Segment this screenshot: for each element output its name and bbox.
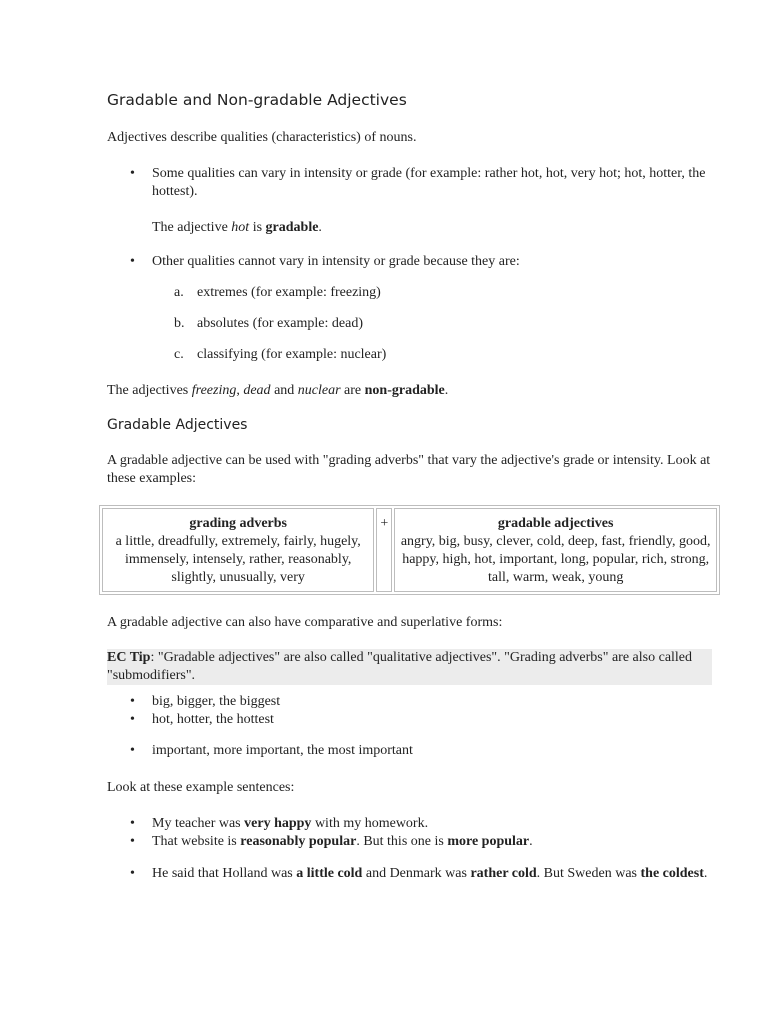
intro-paragraph: Adjectives describe qualities (characteristics) of nouns. (107, 130, 417, 145)
summary-end: . (444, 383, 449, 398)
bullet-marker: • (130, 834, 135, 849)
gradable-paragraph: A gradable adjective can be used with "grading adverbs" that vary the adjective's grade or intensity. Look at these examples: (107, 453, 711, 486)
e3-post: . (703, 866, 708, 881)
bullet-marker: • (130, 743, 135, 758)
form-hot: hot, hotter, the hottest (152, 712, 274, 727)
e3-b1: a little cold (296, 866, 363, 881)
comparative-paragraph: A gradable adjective can also have comparative and superlative forms: (107, 615, 503, 630)
e2-pre: That website is (152, 834, 241, 849)
bullet-marker: • (130, 712, 135, 727)
bullet-marker: • (130, 694, 135, 709)
example-intro: Look at these example sentences: (107, 780, 295, 795)
bullet-qualities-fixed: Other qualities cannot vary in intensity or grade because they are: (152, 254, 520, 269)
e2-post: . (529, 834, 533, 849)
sub-item-extremes: extremes (for example: freezing) (197, 285, 381, 300)
bullet-marker: • (130, 254, 135, 269)
e3-b3: the coldest (640, 866, 704, 881)
summary-non-gradable: non-gradable (364, 383, 445, 398)
summary-are: are (340, 383, 365, 398)
note-hot: hot (231, 220, 250, 235)
e2-bold2: more popular (447, 834, 530, 849)
note-pre: The adjective (152, 220, 232, 235)
bullet-marker: • (130, 816, 135, 831)
e3-pre: He said that Holland was (152, 866, 297, 881)
tip-label: EC Tip (107, 650, 151, 665)
example-sentence-2 (152, 833, 712, 851)
summary-pre: The adjectives (107, 383, 192, 398)
tip-text: : "Gradable adjectives" are also called "qualitative adjectives". "Grading adverbs" are also called "submodifiers". (107, 650, 693, 683)
bullet-qualities-vary: Some qualities can vary in intensity or grade (for example: rather hot, hot, very hot; hot, hotter, the hottest). (152, 166, 706, 199)
e3-b2: rather cold (470, 866, 537, 881)
e3-mid2: . But Sweden was (536, 866, 641, 881)
e1-pre: My teacher was (152, 816, 245, 831)
sub-item-absolutes: absolutes (for example: dead) (197, 316, 363, 331)
summary-paragraph (107, 382, 707, 400)
section-heading: Gradable Adjectives (107, 417, 248, 433)
plus-cell (376, 508, 392, 592)
ec-tip-box (107, 649, 712, 685)
e2-bold: reasonably popular (240, 834, 357, 849)
adverbs-cell (102, 508, 374, 592)
sub-item-classifying: classifying (for example: nuclear) (197, 347, 387, 362)
sub-marker-a: a. (174, 285, 184, 300)
page-title: Gradable and Non-gradable Adjectives (107, 91, 407, 109)
adjectives-list: angry, big, busy, clever, cold, deep, fast, friendly, good, happy, high, hot, important, long, popular, rich, strong, tall, warm, weak, young (400, 534, 711, 585)
form-big: big, bigger, the biggest (152, 694, 281, 709)
summary-nuclear: nuclear (297, 383, 341, 398)
sub-marker-c: c. (174, 347, 184, 362)
e2-mid: . But this one is (356, 834, 448, 849)
note-gradable: gradable (265, 220, 319, 235)
sub-marker-b: b. (174, 316, 185, 331)
bullet-marker: • (130, 166, 135, 181)
summary-dead: dead (243, 383, 271, 398)
e3-mid1: and Denmark was (362, 866, 471, 881)
example-sentence-3 (152, 865, 712, 883)
adjectives-heading: gradable adjectives (497, 516, 614, 531)
summary-and: and (270, 383, 298, 398)
adjectives-cell (394, 508, 717, 592)
note-end: . (318, 220, 322, 235)
plus-sign: + (380, 516, 389, 531)
e1-post: with my homework. (311, 816, 429, 831)
bullet-marker: • (130, 866, 135, 881)
note-mid: is (249, 220, 266, 235)
summary-comma: , (236, 383, 244, 398)
summary-freezing: freezing (191, 383, 237, 398)
adverbs-list: a little, dreadfully, extremely, fairly, hugely, immensely, intensely, rather, reasonably, slightly, unusually, very (115, 534, 361, 585)
form-important: important, more important, the most important (152, 743, 413, 758)
adverbs-heading: grading adverbs (189, 516, 287, 531)
example-sentence-1 (152, 815, 712, 833)
gradable-note (152, 219, 712, 237)
adverb-adjective-table (99, 505, 720, 595)
e1-bold: very happy (244, 816, 312, 831)
